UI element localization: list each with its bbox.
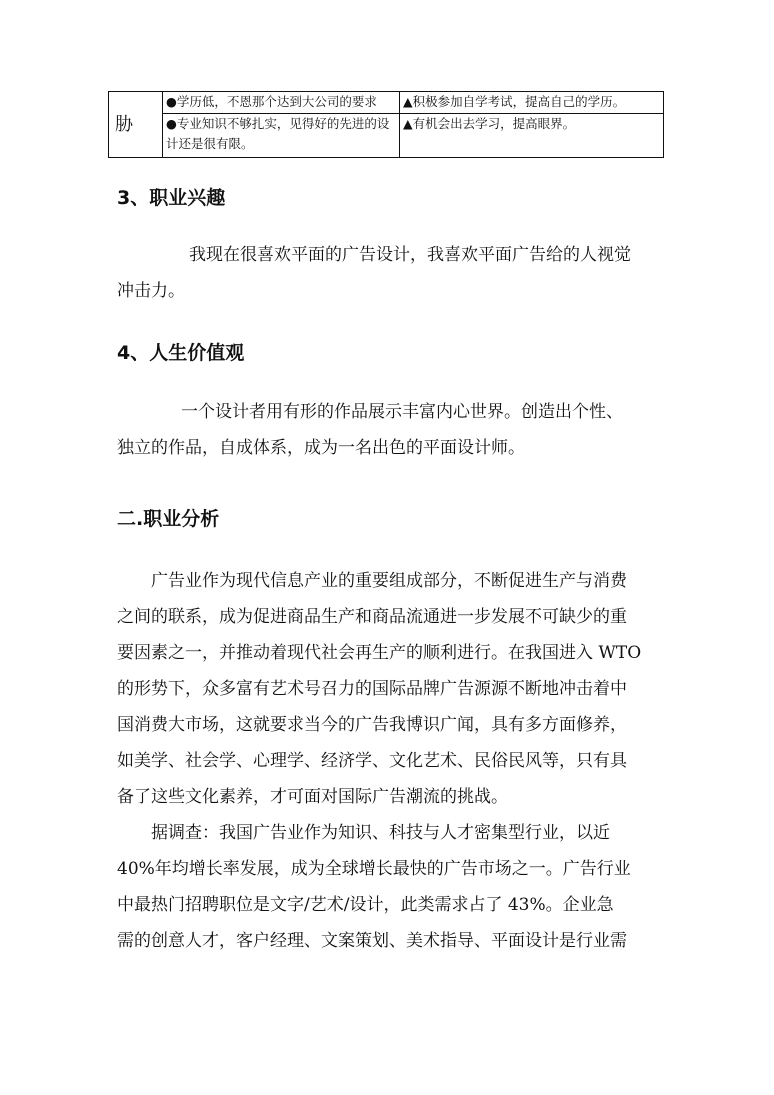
interest-paragraph [117,237,657,309]
text-line: 要因素之一，并推动着现代社会再生产的顺利进行。在我国进入 WTO [117,643,642,663]
text-line: 中最热门招聘职位是文字/艺术/设计，此类需求占了 43%。企业急 [117,895,614,915]
text-line: 广告业作为现代信息产业的重要组成部分，不断促进生产与消费 [151,571,627,591]
text-line: 如美学、社会学、心理学、经济学、文化艺术、民俗民风等，只有具 [117,751,627,771]
text-line: 的形势下，众多富有艺术号召力的国际品牌广告源源不断地冲击着中 [117,679,627,699]
section-heading-values: 4、人生价值观 [117,342,245,364]
text-line: 40%年均增长率发展，成为全球增长最快的广告市场之一。广告行业 [117,859,631,879]
text-line: 冲击力。 [117,281,185,301]
section-heading-career-analysis: 二.职业分析 [117,508,220,530]
table-row [109,114,664,158]
table-cell: ▲有机会出去学习，提高眼界。 [400,114,664,158]
text-line: 独立的作品，自成体系，成为一名出色的平面设计师。 [117,438,525,458]
table-cell [163,114,400,158]
table-cell: ▲积极参加自学考试，提高自己的学历。 [400,92,664,114]
table-cell: ●学历低，不恩那个达到大公司的要求 [163,92,400,114]
cell-line: ●专业知识不够扎实，见得好的先进的设 [166,116,390,132]
text-line: 备了这些文化素养，才可面对国际广告潮流的挑战。 [117,787,508,807]
career-paragraph-1 [117,563,657,959]
values-paragraph [117,394,657,466]
swot-table [108,91,664,158]
text-line: 需的创意人才，客户经理、文案策划、美术指导、平面设计是行业需 [117,931,627,951]
text-line: 据调查：我国广告业作为知识、科技与人才密集型行业，以近 [151,823,610,843]
section-heading-interest: 3、职业兴趣 [117,187,226,209]
text-line: 之间的联系，成为促进商品生产和商品流通进一步发展不可缺少的重 [117,607,627,627]
cell-line: 计还是很有限。 [166,136,254,152]
text-line: 我现在很喜欢平面的广告设计，我喜欢平面广告给的人视觉 [189,245,631,265]
table-row [109,92,664,114]
text-line: 国消费大市场，这就要求当今的广告我博识广闻，具有多方面修养， [117,715,627,735]
text-line: 一个设计者用有形的作品展示丰富内心世界。创造出个性、 [181,402,623,422]
threat-label: 胁 [109,92,163,158]
